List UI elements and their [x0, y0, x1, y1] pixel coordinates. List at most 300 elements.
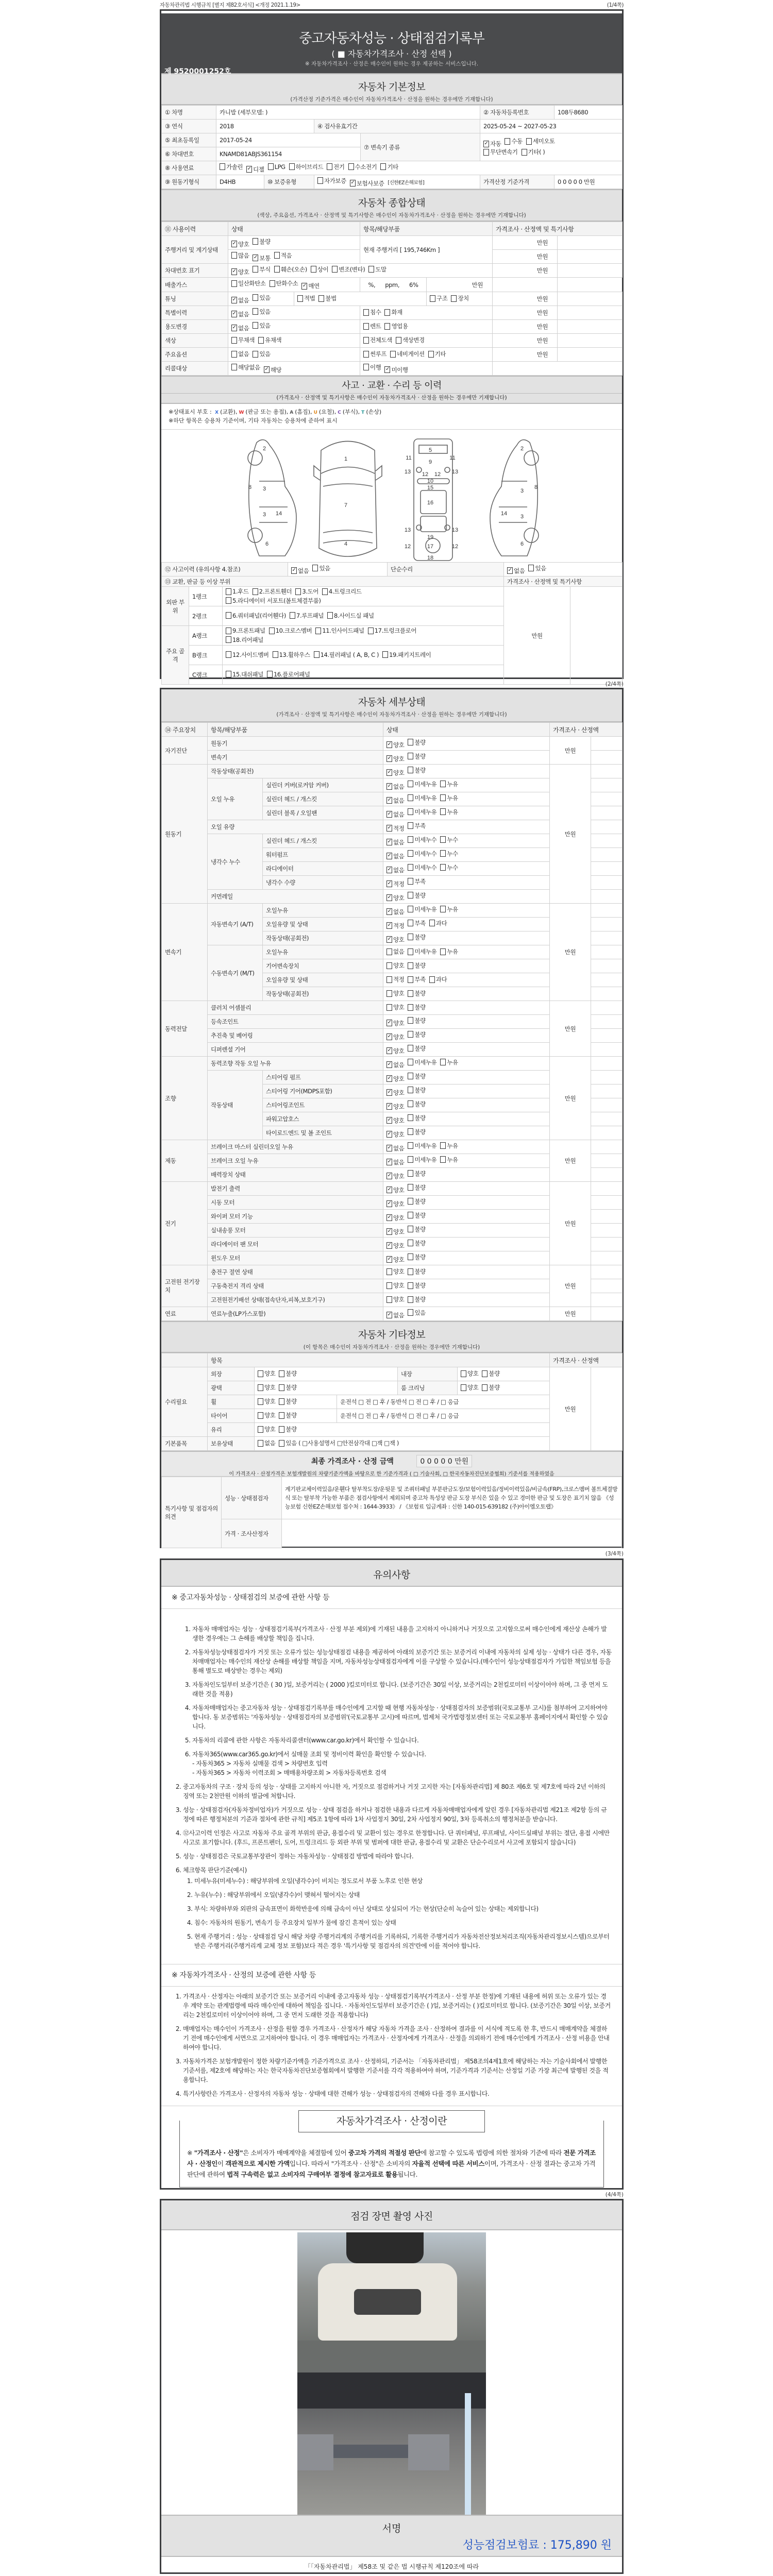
- checkbox-option[interactable]: [482, 1383, 499, 1392]
- checkbox-empty-icon[interactable]: [384, 309, 390, 316]
- checkbox-option[interactable]: [291, 567, 309, 575]
- checkbox-option[interactable]: [231, 240, 249, 248]
- checkbox-option[interactable]: [279, 1397, 296, 1405]
- checkbox-empty-icon[interactable]: [408, 836, 413, 843]
- checkbox-checked-icon[interactable]: ✓: [387, 783, 392, 789]
- checkbox-option[interactable]: [279, 1411, 296, 1419]
- checkbox-checked-icon[interactable]: ✓: [253, 255, 258, 260]
- checkbox-option[interactable]: [408, 1295, 425, 1303]
- checkbox-checked-icon[interactable]: ✓: [387, 1089, 392, 1095]
- checkbox-option[interactable]: [408, 1086, 425, 1094]
- checkbox-empty-icon[interactable]: [226, 588, 231, 595]
- checkbox-checked-icon[interactable]: ✓: [387, 1242, 392, 1248]
- checkbox-option[interactable]: [317, 177, 346, 185]
- checkbox-empty-icon[interactable]: [440, 864, 446, 871]
- checkbox-option[interactable]: [253, 321, 270, 330]
- checkbox-option[interactable]: [505, 137, 522, 145]
- checkbox-option[interactable]: [428, 350, 446, 358]
- checkbox-checked-icon[interactable]: ✓: [387, 839, 392, 844]
- checkbox-empty-icon[interactable]: [408, 1282, 413, 1289]
- checkbox-option[interactable]: [408, 1309, 425, 1317]
- checkbox-empty-icon[interactable]: [258, 337, 264, 344]
- checkbox-option[interactable]: [440, 836, 458, 844]
- checkbox-empty-icon[interactable]: [226, 597, 231, 604]
- checkbox-checked-icon[interactable]: ✓: [387, 1061, 392, 1067]
- checkbox-option[interactable]: [253, 254, 270, 262]
- checkbox-option[interactable]: [363, 322, 381, 330]
- checkbox-empty-icon[interactable]: [220, 163, 225, 170]
- checkbox-checked-icon[interactable]: ✓: [387, 1103, 392, 1109]
- checkbox-checked-icon[interactable]: ✓: [387, 922, 392, 928]
- checkbox-option[interactable]: [451, 294, 468, 302]
- checkbox-empty-icon[interactable]: [386, 962, 392, 969]
- checkbox-option[interactable]: [253, 294, 270, 302]
- checkbox-checked-icon[interactable]: ✓: [387, 1187, 392, 1192]
- checkbox-empty-icon[interactable]: [289, 163, 295, 170]
- checkbox-option[interactable]: [461, 1383, 478, 1392]
- checkbox-empty-icon[interactable]: [408, 808, 413, 815]
- checkbox-empty-icon[interactable]: [268, 163, 274, 170]
- checkbox-option[interactable]: [386, 1186, 404, 1194]
- checkbox-option[interactable]: [386, 783, 404, 791]
- checkbox-empty-icon[interactable]: [386, 1296, 392, 1303]
- checkbox-option[interactable]: [274, 251, 292, 260]
- checkbox-option[interactable]: [258, 1383, 275, 1392]
- checkbox-empty-icon[interactable]: [408, 1268, 413, 1275]
- checkbox-empty-icon[interactable]: [226, 671, 231, 677]
- checkbox-checked-icon[interactable]: ✓: [387, 1075, 392, 1081]
- checkbox-checked-icon[interactable]: ✓: [292, 567, 296, 573]
- checkbox-checked-icon[interactable]: ✓: [387, 1131, 392, 1137]
- checkbox-option[interactable]: [429, 975, 447, 984]
- checkbox-empty-icon[interactable]: [440, 1059, 446, 1065]
- checkbox-checked-icon[interactable]: ✓: [387, 797, 392, 803]
- checkbox-checked-icon[interactable]: ✓: [508, 567, 512, 573]
- checkbox-empty-icon[interactable]: [231, 252, 237, 259]
- checkbox-empty-icon[interactable]: [253, 266, 258, 273]
- checkbox-empty-icon[interactable]: [253, 322, 258, 329]
- checkbox-empty-icon[interactable]: [368, 628, 374, 634]
- checkbox-option[interactable]: [386, 1103, 404, 1111]
- checkbox-option[interactable]: [408, 766, 425, 774]
- checkbox-option[interactable]: [408, 822, 425, 830]
- checkbox-checked-icon[interactable]: ✓: [387, 867, 392, 872]
- checkbox-option[interactable]: [386, 866, 404, 874]
- checkbox-empty-icon[interactable]: [440, 948, 446, 955]
- checkbox-option[interactable]: [314, 651, 379, 659]
- checkbox-empty-icon[interactable]: [318, 295, 324, 302]
- checkbox-option[interactable]: [522, 148, 545, 156]
- checkbox-empty-icon[interactable]: [363, 323, 369, 330]
- checkbox-option[interactable]: [274, 265, 307, 274]
- checkbox-empty-icon[interactable]: [408, 739, 413, 745]
- checkbox-checked-icon[interactable]: ✓: [387, 894, 392, 900]
- checkbox-option[interactable]: [380, 163, 398, 171]
- checkbox-option[interactable]: [386, 810, 404, 819]
- checkbox-checked-icon[interactable]: ✓: [387, 1228, 392, 1234]
- checkbox-empty-icon[interactable]: [408, 864, 413, 871]
- checkbox-empty-icon[interactable]: [226, 636, 231, 643]
- checkbox-empty-icon[interactable]: [332, 266, 338, 273]
- checkbox-empty-icon[interactable]: [408, 1253, 413, 1260]
- checkbox-empty-icon[interactable]: [279, 1370, 284, 1377]
- checkbox-empty-icon[interactable]: [408, 753, 413, 759]
- checkbox-empty-icon[interactable]: [226, 628, 231, 634]
- checkbox-empty-icon[interactable]: [279, 1398, 284, 1405]
- checkbox-empty-icon[interactable]: [408, 1100, 413, 1107]
- checkbox-empty-icon[interactable]: [461, 1384, 466, 1391]
- checkbox-option[interactable]: [220, 163, 243, 171]
- checkbox-option[interactable]: [253, 350, 270, 358]
- checkbox-option[interactable]: [386, 1130, 404, 1139]
- checkbox-empty-icon[interactable]: [312, 565, 318, 571]
- checkbox-option[interactable]: [231, 279, 266, 287]
- checkbox-checked-icon[interactable]: ✓: [232, 311, 237, 316]
- checkbox-empty-icon[interactable]: [408, 1296, 413, 1303]
- checkbox-checked-icon[interactable]: ✓: [387, 853, 392, 858]
- checkbox-option[interactable]: [327, 163, 344, 171]
- checkbox-option[interactable]: [386, 1214, 404, 1222]
- checkbox-empty-icon[interactable]: [274, 252, 280, 259]
- checkbox-empty-icon[interactable]: [396, 337, 401, 344]
- checkbox-option[interactable]: [408, 905, 436, 913]
- checkbox-option[interactable]: [386, 1228, 404, 1236]
- checkbox-checked-icon[interactable]: ✓: [387, 1200, 392, 1206]
- checkbox-option[interactable]: [507, 567, 525, 575]
- checkbox-option[interactable]: [408, 1211, 425, 1219]
- checkbox-option[interactable]: [332, 265, 365, 274]
- checkbox-empty-icon[interactable]: [386, 1282, 392, 1289]
- checkbox-empty-icon[interactable]: [295, 588, 301, 595]
- checkbox-option[interactable]: [440, 850, 458, 858]
- checkbox-option[interactable]: [264, 366, 281, 374]
- checkbox-empty-icon[interactable]: [482, 1370, 488, 1377]
- checkbox-empty-icon[interactable]: [408, 1170, 413, 1177]
- checkbox-empty-icon[interactable]: [408, 1045, 413, 1052]
- checkbox-option[interactable]: [408, 877, 425, 886]
- checkbox-option[interactable]: [386, 1158, 404, 1166]
- checkbox-option[interactable]: [386, 1172, 404, 1180]
- checkbox-option[interactable]: [231, 336, 255, 344]
- checkbox-checked-icon[interactable]: ✓: [247, 166, 251, 172]
- checkbox-empty-icon[interactable]: [408, 1156, 413, 1163]
- checkbox-checked-icon[interactable]: ✓: [232, 325, 237, 330]
- checkbox-option[interactable]: [440, 794, 458, 802]
- checkbox-option[interactable]: [318, 294, 336, 302]
- checkbox-option[interactable]: [408, 1225, 425, 1233]
- checkbox-option[interactable]: [386, 824, 404, 833]
- checkbox-empty-icon[interactable]: [408, 1114, 413, 1121]
- checkbox-option[interactable]: [315, 626, 364, 635]
- checkbox-option[interactable]: [408, 1016, 425, 1025]
- checkbox-empty-icon[interactable]: [253, 238, 258, 245]
- checkbox-empty-icon[interactable]: [526, 138, 532, 145]
- checkbox-empty-icon[interactable]: [408, 906, 413, 912]
- checkbox-empty-icon[interactable]: [231, 364, 237, 370]
- checkbox-empty-icon[interactable]: [408, 976, 413, 983]
- checkbox-empty-icon[interactable]: [279, 1426, 284, 1433]
- checkbox-empty-icon[interactable]: [279, 1384, 284, 1391]
- checkbox-option[interactable]: [526, 137, 555, 145]
- checkbox-empty-icon[interactable]: [327, 612, 333, 619]
- checkbox-option[interactable]: [363, 336, 392, 344]
- checkbox-checked-icon[interactable]: ✓: [387, 755, 392, 761]
- checkbox-empty-icon[interactable]: [267, 671, 273, 677]
- checkbox-option[interactable]: [408, 891, 425, 900]
- checkbox-option[interactable]: [386, 961, 404, 970]
- checkbox-checked-icon[interactable]: ✓: [387, 908, 392, 914]
- checkbox-empty-icon[interactable]: [440, 1142, 446, 1149]
- checkbox-option[interactable]: [440, 947, 458, 956]
- checkbox-option[interactable]: [226, 587, 249, 596]
- checkbox-empty-icon[interactable]: [408, 1142, 413, 1149]
- checkbox-option[interactable]: [226, 612, 286, 620]
- checkbox-option[interactable]: [408, 863, 436, 872]
- checkbox-empty-icon[interactable]: [408, 1240, 413, 1246]
- checkbox-option[interactable]: [408, 1058, 436, 1066]
- checkbox-option[interactable]: [322, 587, 362, 596]
- checkbox-option[interactable]: [386, 894, 404, 902]
- checkbox-checked-icon[interactable]: ✓: [302, 282, 307, 289]
- checkbox-option[interactable]: [231, 363, 260, 371]
- checkbox-empty-icon[interactable]: [408, 1017, 413, 1024]
- checkbox-option[interactable]: [440, 808, 458, 816]
- checkbox-empty-icon[interactable]: [408, 1198, 413, 1205]
- checkbox-empty-icon[interactable]: [231, 351, 237, 358]
- checkbox-option[interactable]: [226, 626, 265, 635]
- checkbox-empty-icon[interactable]: [440, 836, 446, 843]
- checkbox-empty-icon[interactable]: [279, 1440, 284, 1447]
- checkbox-option[interactable]: [363, 308, 381, 316]
- checkbox-empty-icon[interactable]: [408, 781, 413, 787]
- checkbox-empty-icon[interactable]: [429, 976, 435, 983]
- checkbox-option[interactable]: [350, 179, 384, 188]
- checkbox-option[interactable]: [440, 863, 458, 872]
- checkbox-empty-icon[interactable]: [315, 628, 321, 634]
- checkbox-option[interactable]: [253, 308, 270, 316]
- checkbox-empty-icon[interactable]: [386, 948, 392, 955]
- checkbox-empty-icon[interactable]: [440, 781, 446, 787]
- checkbox-empty-icon[interactable]: [386, 990, 392, 997]
- checkbox-checked-icon[interactable]: ✓: [232, 297, 237, 302]
- checkbox-option[interactable]: [386, 908, 404, 916]
- checkbox-option[interactable]: [386, 1003, 404, 1011]
- checkbox-option[interactable]: [408, 836, 436, 844]
- checkbox-option[interactable]: [408, 1253, 425, 1261]
- checkbox-option[interactable]: [246, 165, 264, 174]
- checkbox-checked-icon[interactable]: ✓: [385, 366, 390, 372]
- checkbox-option[interactable]: [408, 1142, 436, 1150]
- checkbox-option[interactable]: [430, 294, 447, 302]
- checkbox-empty-icon[interactable]: [368, 266, 374, 273]
- checkbox-empty-icon[interactable]: [451, 295, 457, 302]
- checkbox-option[interactable]: [408, 1044, 425, 1053]
- checkbox-checked-icon[interactable]: ✓: [264, 366, 269, 372]
- checkbox-option[interactable]: [386, 1061, 404, 1069]
- checkbox-option[interactable]: [386, 936, 404, 944]
- checkbox-option[interactable]: [258, 1425, 275, 1433]
- checkbox-option[interactable]: [386, 755, 404, 763]
- checkbox-empty-icon[interactable]: [226, 651, 231, 658]
- checkbox-option[interactable]: [408, 1183, 425, 1192]
- checkbox-empty-icon[interactable]: [384, 323, 390, 330]
- checkbox-option[interactable]: [231, 350, 249, 358]
- checkbox-option[interactable]: [386, 1242, 404, 1250]
- checkbox-option[interactable]: [258, 1369, 275, 1378]
- checkbox-option[interactable]: [483, 148, 518, 156]
- checkbox-checked-icon[interactable]: ✓: [387, 769, 392, 775]
- checkbox-option[interactable]: [253, 587, 292, 596]
- checkbox-empty-icon[interactable]: [386, 1004, 392, 1011]
- checkbox-option[interactable]: [408, 752, 425, 760]
- checkbox-empty-icon[interactable]: [253, 308, 258, 315]
- checkbox-option[interactable]: [231, 310, 249, 318]
- checkbox-empty-icon[interactable]: [408, 1031, 413, 1038]
- checkbox-option[interactable]: [408, 975, 425, 984]
- checkbox-empty-icon[interactable]: [408, 1073, 413, 1079]
- checkbox-option[interactable]: [408, 1267, 425, 1276]
- checkbox-option[interactable]: [386, 1295, 404, 1303]
- checkbox-option[interactable]: [231, 268, 249, 276]
- checkbox-option[interactable]: [231, 324, 249, 332]
- checkbox-option[interactable]: [253, 238, 270, 246]
- checkbox-option[interactable]: [440, 1156, 458, 1164]
- checkbox-empty-icon[interactable]: [408, 1309, 413, 1316]
- checkbox-empty-icon[interactable]: [297, 295, 303, 302]
- checkbox-empty-icon[interactable]: [408, 794, 413, 801]
- checkbox-checked-icon[interactable]: ✓: [484, 140, 489, 146]
- checkbox-option[interactable]: [311, 265, 328, 274]
- checkbox-option[interactable]: [386, 1267, 404, 1276]
- checkbox-empty-icon[interactable]: [440, 906, 446, 912]
- checkbox-empty-icon[interactable]: [258, 1398, 263, 1405]
- checkbox-empty-icon[interactable]: [408, 1226, 413, 1232]
- checkbox-empty-icon[interactable]: [258, 1370, 263, 1377]
- checkbox-option[interactable]: [408, 1003, 425, 1011]
- checkbox-empty-icon[interactable]: [408, 1004, 413, 1011]
- checkbox-option[interactable]: [368, 265, 386, 274]
- checkbox-option[interactable]: [386, 1089, 404, 1097]
- checkbox-option[interactable]: [386, 741, 404, 749]
- checkbox-checked-icon[interactable]: ✓: [387, 741, 392, 747]
- checkbox-empty-icon[interactable]: [408, 990, 413, 997]
- checkbox-option[interactable]: [384, 308, 402, 316]
- checkbox-empty-icon[interactable]: [253, 294, 258, 301]
- checkbox-option[interactable]: [440, 1142, 458, 1150]
- checkbox-option[interactable]: [408, 1072, 425, 1080]
- checkbox-option[interactable]: [226, 636, 263, 644]
- checkbox-option[interactable]: [408, 794, 436, 802]
- checkbox-option[interactable]: [528, 564, 546, 572]
- checkbox-option[interactable]: [258, 336, 281, 344]
- checkbox-empty-icon[interactable]: [408, 1059, 413, 1065]
- checkbox-empty-icon[interactable]: [429, 920, 435, 926]
- checkbox-option[interactable]: [408, 850, 436, 858]
- checkbox-option[interactable]: [408, 961, 425, 970]
- checkbox-option[interactable]: [408, 1100, 425, 1108]
- checkbox-checked-icon[interactable]: ✓: [387, 1047, 392, 1053]
- checkbox-empty-icon[interactable]: [274, 266, 280, 273]
- checkbox-option[interactable]: [289, 163, 324, 171]
- checkbox-option[interactable]: [408, 1114, 425, 1122]
- checkbox-option[interactable]: [408, 933, 425, 941]
- checkbox-checked-icon[interactable]: ✓: [350, 180, 355, 185]
- checkbox-checked-icon[interactable]: ✓: [387, 1214, 392, 1220]
- checkbox-option[interactable]: [408, 1170, 425, 1178]
- checkbox-option[interactable]: [440, 905, 458, 913]
- checkbox-option[interactable]: [386, 880, 404, 888]
- checkbox-checked-icon[interactable]: ✓: [387, 1312, 392, 1317]
- checkbox-empty-icon[interactable]: [483, 149, 489, 156]
- checkbox-empty-icon[interactable]: [408, 850, 413, 857]
- checkbox-option[interactable]: [301, 282, 319, 290]
- checkbox-option[interactable]: [408, 1197, 425, 1206]
- checkbox-option[interactable]: [429, 919, 447, 927]
- checkbox-checked-icon[interactable]: ✓: [387, 1020, 392, 1025]
- checkbox-empty-icon[interactable]: [440, 794, 446, 801]
- checkbox-empty-icon[interactable]: [408, 920, 413, 926]
- checkbox-option[interactable]: [295, 587, 318, 596]
- checkbox-empty-icon[interactable]: [311, 266, 316, 273]
- checkbox-option[interactable]: [279, 1383, 296, 1392]
- checkbox-option[interactable]: [386, 989, 404, 997]
- checkbox-checked-icon[interactable]: ✓: [232, 268, 237, 274]
- checkbox-empty-icon[interactable]: [382, 651, 388, 658]
- checkbox-empty-icon[interactable]: [408, 1128, 413, 1135]
- checkbox-empty-icon[interactable]: [258, 1412, 263, 1419]
- checkbox-option[interactable]: [384, 322, 408, 330]
- checkbox-checked-icon[interactable]: ✓: [387, 880, 392, 886]
- checkbox-empty-icon[interactable]: [428, 351, 434, 358]
- checkbox-option[interactable]: [253, 265, 270, 274]
- checkbox-empty-icon[interactable]: [348, 163, 354, 170]
- checkbox-option[interactable]: [408, 738, 425, 747]
- checkbox-option[interactable]: [408, 919, 425, 927]
- checkbox-empty-icon[interactable]: [482, 1384, 488, 1391]
- checkbox-empty-icon[interactable]: [317, 177, 323, 184]
- checkbox-option[interactable]: [226, 651, 269, 659]
- checkbox-option[interactable]: [408, 808, 436, 816]
- checkbox-empty-icon[interactable]: [461, 1370, 466, 1377]
- checkbox-option[interactable]: [258, 1439, 275, 1447]
- checkbox-checked-icon[interactable]: ✓: [387, 1159, 392, 1164]
- checkbox-checked-icon[interactable]: ✓: [387, 1033, 392, 1039]
- checkbox-empty-icon[interactable]: [231, 337, 237, 344]
- checkbox-empty-icon[interactable]: [408, 767, 413, 773]
- checkbox-option[interactable]: [386, 922, 404, 930]
- checkbox-empty-icon[interactable]: [363, 364, 369, 370]
- checkbox-empty-icon[interactable]: [253, 351, 258, 358]
- checkbox-option[interactable]: [231, 296, 249, 304]
- checkbox-empty-icon[interactable]: [314, 651, 320, 658]
- checkbox-option[interactable]: [279, 1439, 399, 1447]
- checkbox-option[interactable]: [408, 947, 436, 956]
- checkbox-empty-icon[interactable]: [386, 1268, 392, 1275]
- checkbox-option[interactable]: [386, 1144, 404, 1153]
- checkbox-option[interactable]: [396, 336, 425, 344]
- checkbox-option[interactable]: [408, 1239, 425, 1247]
- checkbox-option[interactable]: [386, 975, 404, 984]
- checkbox-option[interactable]: [268, 163, 285, 171]
- checkbox-empty-icon[interactable]: [258, 1384, 263, 1391]
- checkbox-checked-icon[interactable]: ✓: [387, 1145, 392, 1150]
- checkbox-option[interactable]: [327, 612, 374, 620]
- checkbox-empty-icon[interactable]: [408, 948, 413, 955]
- checkbox-option[interactable]: [440, 1058, 458, 1066]
- checkbox-option[interactable]: [290, 612, 324, 620]
- checkbox-empty-icon[interactable]: [505, 138, 510, 145]
- checkbox-option[interactable]: [386, 1019, 404, 1027]
